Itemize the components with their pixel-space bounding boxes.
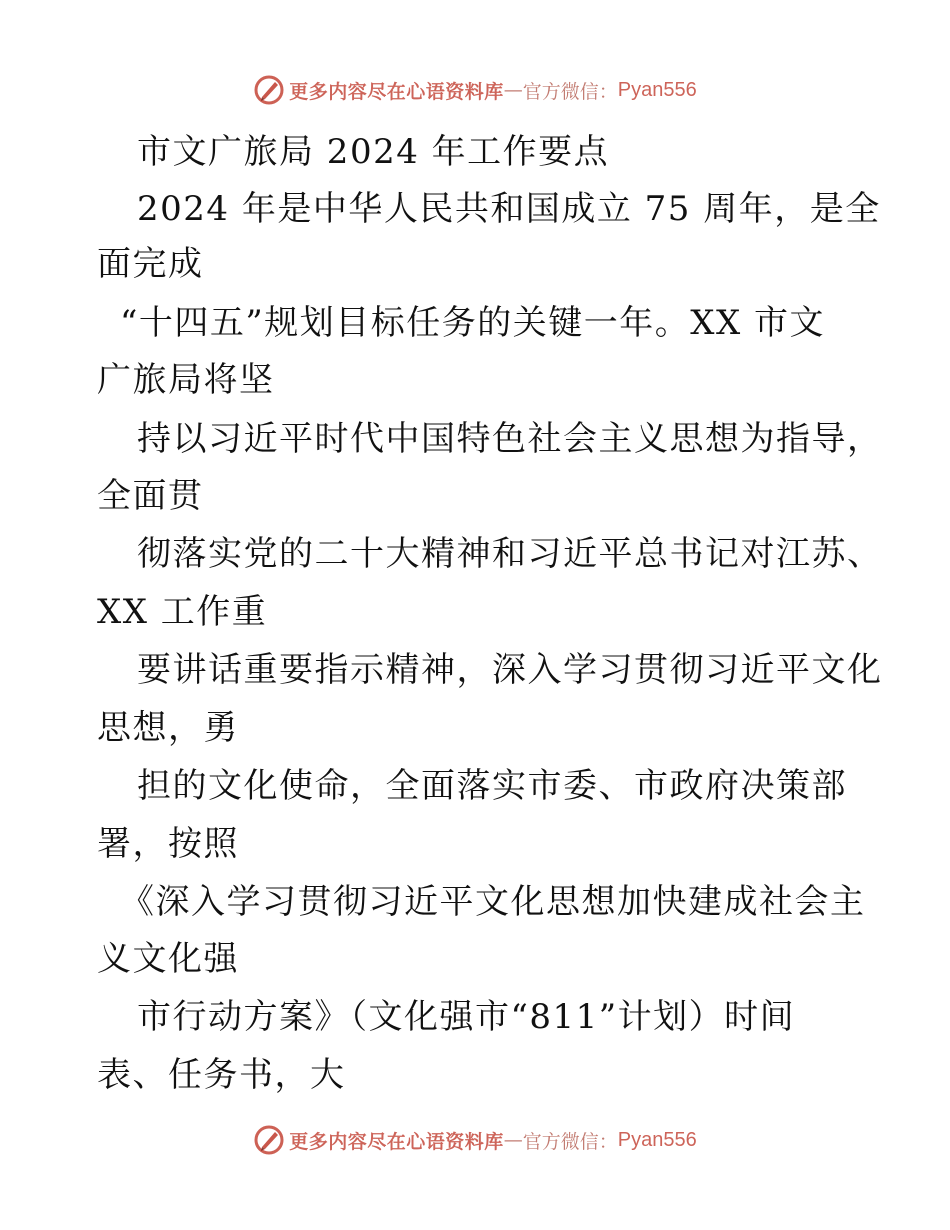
- paragraph-line: 表、任务书，大: [97, 1055, 346, 1095]
- paragraph-line: 要讲话重要指示精神，深入学习贯彻习近平文化: [137, 650, 883, 690]
- footer-watermark-banner: [0, 1120, 950, 1160]
- banner-wechat-id: Pyan556: [617, 78, 697, 101]
- paragraph-line: 《深入学习贯彻习近平文化思想加快建成社会主: [120, 882, 866, 922]
- paragraph-line: 思想，勇: [97, 708, 239, 748]
- paragraph-line: 广旅局将坚: [97, 360, 275, 400]
- banner-text: 更多内容尽在心语资料库: [289, 80, 504, 103]
- banner-wechat-label: 官方微信：: [522, 1130, 618, 1153]
- red-pen-logo-icon: [253, 74, 285, 106]
- banner-text: 更多内容尽在心语资料库: [289, 1130, 504, 1153]
- paragraph-line: 面完成: [97, 244, 204, 284]
- paragraph-line: 持以习近平时代中国特色社会主义思想为指导，: [137, 419, 883, 459]
- header-watermark-banner: [0, 70, 950, 110]
- paragraph-line: 2024 年是中华人民共和国成立 75 周年，是全: [137, 189, 881, 229]
- banner-dash: —: [503, 79, 523, 101]
- document-title: 市文广旅局 2024 年工作要点: [137, 132, 610, 172]
- banner-wechat-label: 官方微信：: [522, 80, 618, 103]
- paragraph-line: “十四五”规划目标任务的关键一年。XX 市文: [120, 303, 825, 343]
- paragraph-line: 义文化强: [97, 939, 239, 979]
- paragraph-line: XX 工作重: [97, 592, 268, 632]
- paragraph-line: 彻落实党的二十大精神和习近平总书记对江苏、: [137, 534, 883, 574]
- red-pen-logo-icon: [253, 1124, 285, 1156]
- banner-dash: —: [503, 1129, 523, 1151]
- paragraph-line: 市行动方案》（文化强市“811”计划）时间: [137, 997, 796, 1037]
- paragraph-line: 担的文化使命，全面落实市委、市政府决策部: [137, 766, 847, 806]
- banner-wechat-id: Pyan556: [617, 1128, 697, 1151]
- paragraph-line: 署，按照: [97, 824, 239, 864]
- paragraph-line: 全面贯: [97, 476, 204, 516]
